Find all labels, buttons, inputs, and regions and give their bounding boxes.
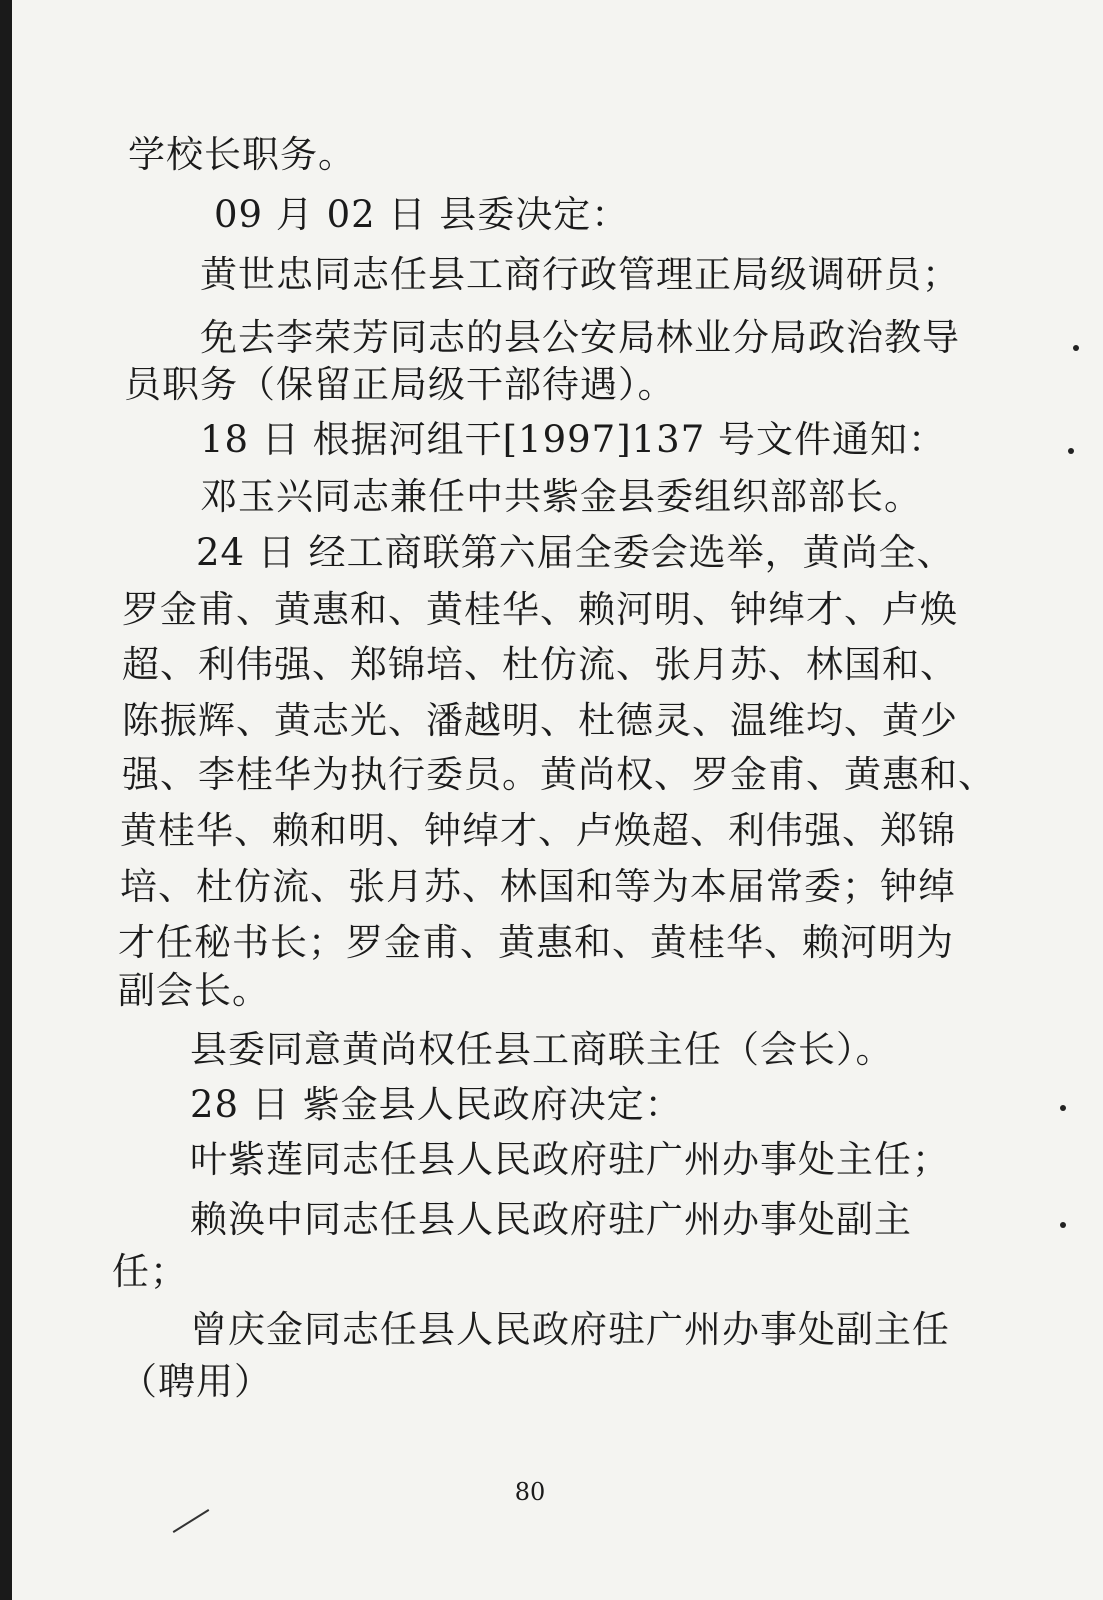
scan-speck — [1060, 1105, 1066, 1111]
text-line-11: 陈振辉、黄志光、潘越明、杜德灵、温维均、黄少 — [122, 699, 958, 742]
text-line-3: 黄世忠同志任县工商行政管理正局级调研员； — [200, 253, 960, 296]
text-line-13: 黄桂华、赖和明、钟绰才、卢焕超、利伟强、郑锦 — [120, 809, 956, 852]
text-line-4: 免去李荣芳同志的县公安局林业分局政治教导 — [200, 316, 960, 359]
text-line-1: 学校长职务。 — [128, 133, 356, 176]
text-line-14: 培、杜仿流、张月苏、林国和等为本届常委；钟绰 — [120, 865, 956, 908]
text-line-16: 副会长。 — [118, 969, 270, 1012]
text-line-12: 强、李桂华为执行委员。黄尚权、罗金甫、黄惠和、 — [122, 753, 996, 796]
text-line-23: （聘用） — [120, 1360, 272, 1403]
page-number: 80 — [514, 1478, 546, 1506]
text-line-6: 18 日 根据河组干[1997]137 号文件通知： — [200, 418, 947, 461]
scan-speck — [1068, 448, 1074, 454]
text-line-17: 县委同意黄尚权任县工商联主任（会长）。 — [190, 1028, 894, 1071]
text-line-18: 28 日 紫金县人民政府决定： — [190, 1083, 683, 1126]
text-line-22: 曾庆金同志任县人民政府驻广州办事处副主任 — [190, 1308, 950, 1351]
text-line-2: 09 月 02 日 县委决定： — [214, 193, 630, 236]
text-line-10: 超、利伟强、郑锦培、杜仿流、张月苏、林国和、 — [122, 643, 958, 686]
text-line-7: 邓玉兴同志兼任中共紫金县委组织部部长。 — [200, 475, 922, 518]
text-line-9: 罗金甫、黄惠和、黄桂华、赖河明、钟绰才、卢焕 — [122, 588, 958, 631]
text-line-21: 任； — [112, 1250, 188, 1293]
scan-speck — [1060, 1222, 1066, 1228]
scan-speck — [1073, 345, 1079, 351]
text-line-5: 员职务（保留正局级干部待遇）。 — [124, 363, 676, 406]
text-line-19: 叶紫莲同志任县人民政府驻广州办事处主任； — [190, 1138, 950, 1181]
text-line-20: 赖涣中同志任县人民政府驻广州办事处副主 — [190, 1198, 912, 1241]
text-line-15: 才任秘书长；罗金甫、黄惠和、黄桂华、赖河明为 — [118, 921, 954, 964]
text-line-8: 24 日 经工商联第六届全委会选举，黄尚全、 — [196, 531, 955, 574]
